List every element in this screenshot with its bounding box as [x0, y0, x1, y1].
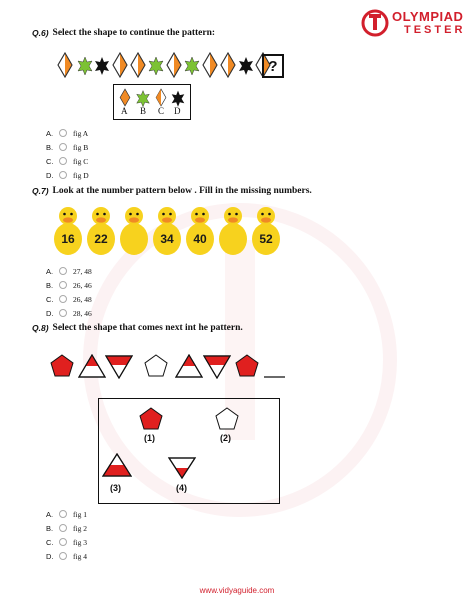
olympiad-tester-logo [360, 6, 470, 40]
pattern-diamond [58, 53, 72, 77]
option-text: 26, 48 [73, 294, 92, 304]
option-row[interactable] [46, 507, 87, 521]
pattern-diamond [203, 53, 217, 77]
option-letter: A. [46, 128, 54, 138]
pattern-star-black [239, 57, 253, 75]
duck-sequence [52, 205, 292, 257]
q7-heading [32, 186, 312, 196]
duck-icon [186, 207, 214, 255]
choice-b-star-green [137, 91, 150, 107]
duck-number: 52 [259, 232, 273, 246]
q6-choice-box [113, 84, 191, 120]
duck-icon [54, 207, 82, 255]
q8-figures [99, 399, 279, 503]
option-row[interactable] [46, 126, 89, 140]
radio-button[interactable] [59, 295, 67, 303]
option-text: fig 2 [73, 523, 87, 533]
fig4-triangle-down-half [169, 458, 195, 478]
fig3-triangle-up-half [103, 454, 131, 476]
duck-number: 16 [61, 232, 75, 246]
option-row[interactable] [46, 535, 87, 549]
q6-heading [32, 28, 215, 38]
option-text: 28, 46 [73, 308, 92, 318]
option-text: 26, 46 [73, 280, 92, 290]
choice-c-diamond [156, 89, 166, 106]
brand-line1: OLYMPIAD [392, 9, 464, 24]
option-row[interactable] [46, 264, 92, 278]
option-letter: A. [46, 266, 54, 276]
duck-number: 22 [94, 232, 108, 246]
option-letter: B. [46, 280, 54, 290]
option-letter: A. [46, 509, 54, 519]
fig2-pentagon-white [216, 408, 238, 429]
pattern-diamond [167, 53, 181, 77]
pattern-diamond [221, 53, 235, 77]
option-letter: B. [46, 142, 54, 152]
radio-button[interactable] [59, 309, 67, 317]
duck-icon [153, 207, 181, 255]
fig1-pentagon-red [140, 408, 162, 429]
option-letter: C. [46, 294, 54, 304]
option-text: fig 3 [73, 537, 87, 547]
option-row[interactable] [46, 140, 89, 154]
pattern-triangle-down-half [106, 356, 132, 378]
choice-label-d: D [174, 106, 181, 116]
radio-button[interactable] [59, 129, 67, 137]
q6-number: Q.6) [32, 28, 49, 38]
option-text: 27, 48 [73, 266, 92, 276]
option-letter: D. [46, 551, 54, 561]
choice-label-a: A [121, 106, 128, 116]
pattern-triangle-up-half [79, 355, 105, 377]
radio-button[interactable] [59, 524, 67, 532]
q8-answer-box [98, 398, 280, 504]
option-text: fig 4 [73, 551, 87, 561]
pattern-diamond [131, 53, 145, 77]
fig-label-4: (4) [176, 483, 187, 493]
option-letter: C. [46, 156, 54, 166]
fig-label-2: (2) [220, 433, 231, 443]
duck-icon [252, 207, 280, 255]
option-text: fig B [73, 142, 89, 152]
q8-pattern-row [48, 350, 308, 382]
pattern-star-black [95, 57, 109, 75]
question-mark-box: ? [262, 54, 284, 78]
option-row[interactable] [46, 292, 92, 306]
radio-button[interactable] [59, 143, 67, 151]
radio-button[interactable] [59, 157, 67, 165]
duck-icon [219, 207, 247, 255]
pattern-triangle-up-half [176, 355, 202, 377]
q6-choice-shapes [114, 87, 190, 107]
logo-emblem-icon [360, 8, 390, 38]
option-letter: B. [46, 523, 54, 533]
q6-pattern-row [50, 50, 290, 80]
radio-button[interactable] [59, 552, 67, 560]
option-row[interactable] [46, 549, 87, 563]
pattern-triangle-down-half [204, 356, 230, 378]
radio-button[interactable] [59, 171, 67, 179]
choice-label-c: C [158, 106, 165, 116]
option-text: fig A [73, 128, 89, 138]
q7-text: Look at the number pattern below . Fill in the missing numbers. [52, 186, 312, 196]
fig-label-1: (1) [144, 433, 155, 443]
option-letter: C. [46, 537, 54, 547]
pattern-diamond [113, 53, 127, 77]
option-row[interactable] [46, 521, 87, 535]
radio-button[interactable] [59, 281, 67, 289]
fig-label-3: (3) [110, 483, 121, 493]
brand-line2: TESTER [404, 24, 466, 36]
choice-d-star-black [172, 91, 185, 107]
radio-button[interactable] [59, 538, 67, 546]
option-text: fig 1 [73, 509, 87, 519]
q7-options [46, 264, 92, 320]
q6-options [46, 126, 89, 182]
footer-url[interactable]: www.vidyaguide.com [199, 586, 275, 595]
choice-a-diamond [120, 89, 130, 106]
option-letter: D. [46, 308, 54, 318]
q8-text: Select the shape that comes next int he pattern. [52, 323, 243, 333]
pattern-star-green [78, 57, 92, 75]
q7-number: Q.7) [32, 186, 49, 196]
duck-number: 40 [193, 232, 207, 246]
option-row[interactable] [46, 154, 89, 168]
pattern-star-green [149, 57, 163, 75]
duck-icon [120, 207, 148, 255]
option-text: fig C [73, 156, 89, 166]
q6-text: Select the shape to continue the pattern: [52, 28, 216, 38]
pattern-pentagon-red [236, 355, 258, 376]
option-row[interactable] [46, 168, 89, 182]
duck-number: 34 [160, 232, 174, 246]
choice-label-b: B [140, 106, 147, 116]
radio-button[interactable] [59, 510, 67, 518]
q8-options [46, 507, 87, 563]
duck-icon [87, 207, 115, 255]
radio-button[interactable] [59, 267, 67, 275]
q8-number: Q.8) [32, 323, 49, 333]
option-text: fig D [73, 170, 89, 180]
pattern-pentagon-red [51, 355, 73, 376]
q8-heading [32, 323, 243, 333]
pattern-pentagon-white [145, 355, 167, 376]
option-row[interactable] [46, 278, 92, 292]
option-letter: D. [46, 170, 54, 180]
option-row[interactable] [46, 306, 92, 320]
pattern-star-green [185, 57, 199, 75]
